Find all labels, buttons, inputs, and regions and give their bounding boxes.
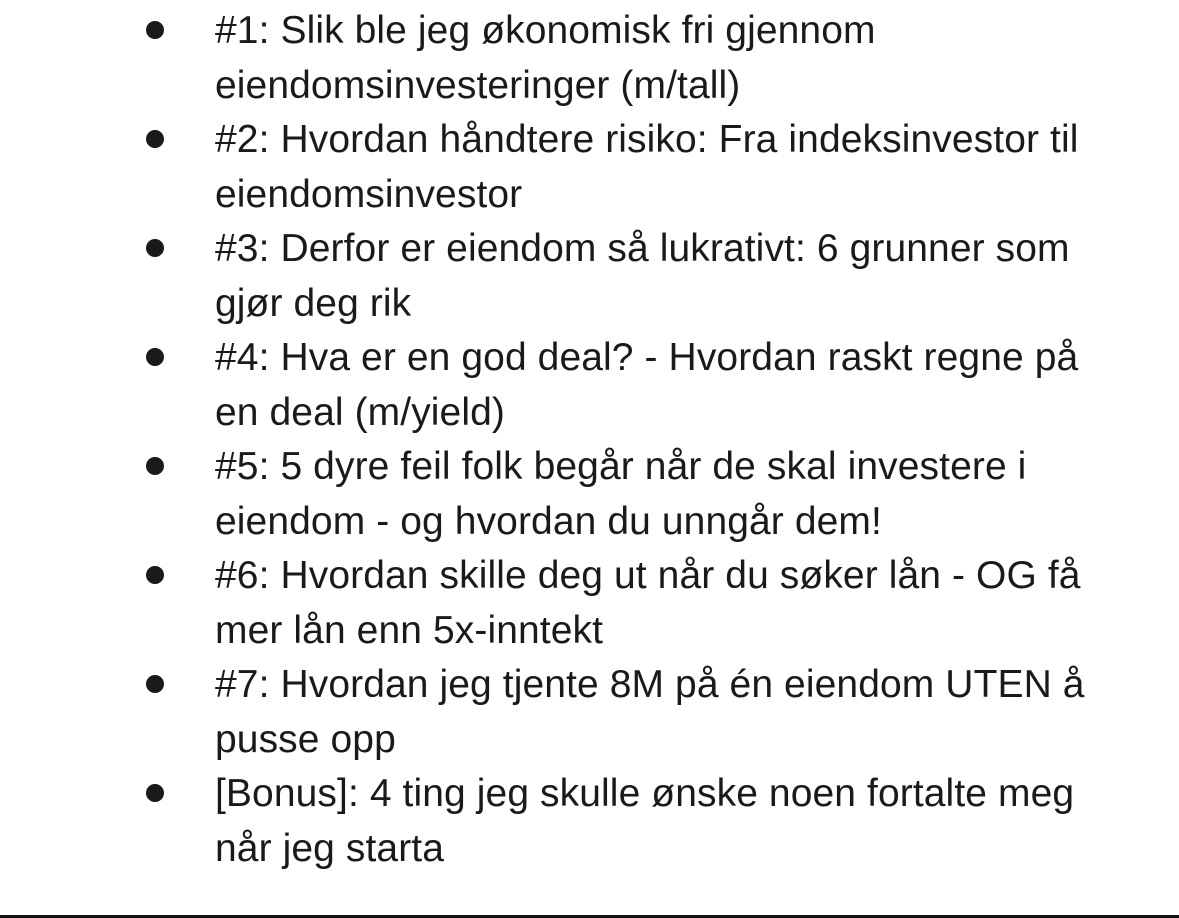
- list-item: [0, 658, 1179, 767]
- list-item: [0, 767, 1179, 876]
- list-item: [0, 549, 1179, 658]
- list-item-text: #5: 5 dyre feil folk begår når de skal investere i eiendom - og hvordan du unngår dem!: [215, 445, 1027, 543]
- list-item: [0, 440, 1179, 549]
- list-item: [0, 331, 1179, 440]
- bullet-icon: [146, 130, 164, 148]
- bullet-icon: [146, 239, 164, 257]
- list-item-text: #4: Hva er en god deal? - Hvordan raskt regne på en deal (m/yield): [215, 336, 1079, 434]
- list-item-text: #7: Hvordan jeg tjente 8M på én eiendom UTEN å pusse opp: [215, 663, 1085, 761]
- bullet-list: [0, 4, 1179, 876]
- list-item-text: #1: Slik ble jeg økonomisk fri gjennom eiendomsinvesteringer (m/tall): [215, 9, 876, 107]
- list-item: [0, 222, 1179, 331]
- list-item-text: [Bonus]: 4 ting jeg skulle ønske noen fortalte meg når jeg starta: [215, 772, 1075, 870]
- bullet-icon: [146, 566, 164, 584]
- bullet-icon: [146, 457, 164, 475]
- bullet-icon: [146, 21, 164, 39]
- list-item: [0, 113, 1179, 222]
- bullet-icon: [146, 675, 164, 693]
- bullet-icon: [146, 784, 164, 802]
- list-item-text: #3: Derfor er eiendom så lukrativt: 6 grunner som gjør deg rik: [215, 227, 1070, 325]
- bullet-icon: [146, 348, 164, 366]
- list-item-text: #2: Hvordan håndtere risiko: Fra indeksinvestor til eiendomsinvestor: [215, 118, 1079, 216]
- list-item-text: #6: Hvordan skille deg ut når du søker lån - OG få mer lån enn 5x-inntekt: [215, 554, 1081, 652]
- list-item: [0, 4, 1179, 113]
